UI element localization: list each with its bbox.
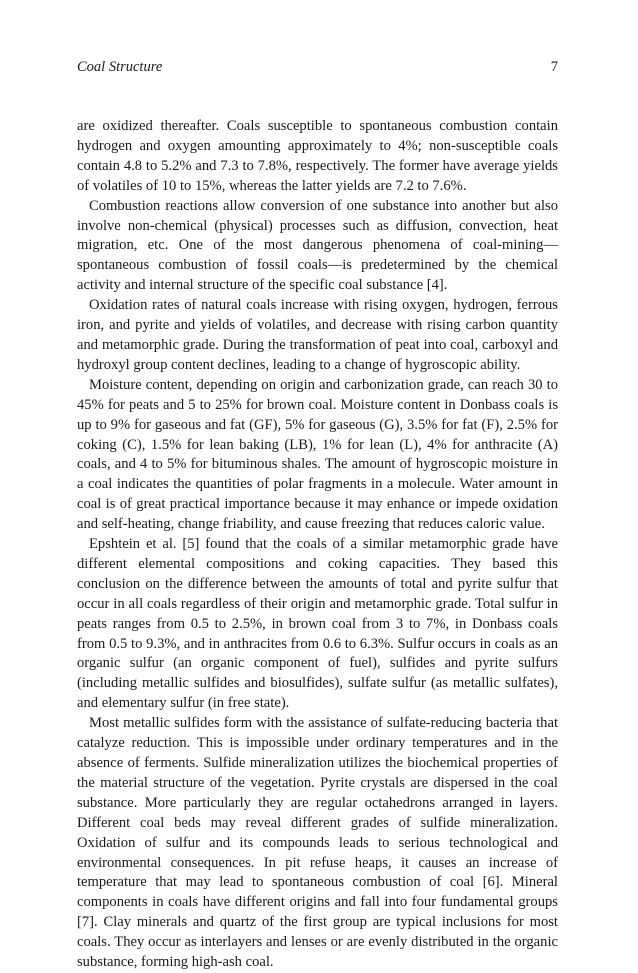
paragraph-moisture-content: Moisture content, depending on origin and carbonization grade, can reach 30 to 45% for peats and 5 to 25% for brown coal. Moisture content in Donbass coals is up to 9% for gaseous and fat (GF), 5% for gaseous (G), 3.5% for fat (F), 2.5% for coking (C), 1.5% for lean baking (LB), 1% for lean (L), 4% for anthracite (A) coals, and 4 to 5% for bituminous shales. The amount of hygroscopic moisture in a coal indicates the quantities of polar fragments in a molecule. Water amount in coal is of great practical importance because it may enhance or impede oxidation and self-heating, change friability, and cause freezing that reduces caloric value. (77, 376, 558, 533)
running-head (77, 57, 558, 77)
body-text (77, 117, 558, 973)
paragraph-oxidation-rates: Oxidation rates of natural coals increase with rising oxygen, hydrogen, ferrous iron, and pyrite and yields of volatiles, and decrease with rising carbon quantity and metamorphic grade. During the transformation of peat into coal, carboxyl and hydroxyl group content declines, leading to a change of hygroscopic ability. (77, 297, 558, 373)
paragraph-metallic-sulfides: Most metallic sulfides form with the assistance of sulfate-reducing bacteria that catalyze reduction. This is impossible under ordinary temperatures and in the absence of ferments. Sulfide mineralization utilizes the biochemical properties of the material structure of the vegetation. Pyrite crystals are dispersed in the coal substance. More particularly they are regular octahedrons arranged in layers. Different coal beds may reveal different grades of sulfide mineralization. Oxidation of sulfur and its compounds leads to serious technological and environmental consequences. In pit refuse heaps, it causes an increase of temperature that may lead to spontaneous combustion of coal [6]. Mineral components in coals have different origins and fall into four fundamental groups [7]. Clay minerals and quartz of the first group are typical inclusions for most coals. They occur as interlayers and lenses or are evenly distributed in the organic substance, forming high-ash coal. (77, 715, 558, 971)
paragraph-continued: are oxidized thereafter. Coals susceptible to spontaneous combustion contain hydrogen and oxygen amounting approximately to 4%; non-susceptible coals contain 4.8 to 5.2% and 7.3 to 7.8%, respectively. The former have average yields of volatiles of 10 to 15%, whereas the latter yields are 7.2 to 7.6%. (77, 118, 558, 194)
paragraph-sulfur-content: Epshtein et al. [5] found that the coals of a similar metamorphic grade have different elemental compositions and coking capacities. They based this conclusion on the difference between the amounts of total and pyrite sulfur that occur in all coals regardless of their origin and metamorphic grade. Total sulfur in peats ranges from 0.5 to 2.5%, in brown coal from 3 to 7%, in Donbass coals from 0.5 to 9.3%, and in anthracites from 0.6 to 6.3%. Sulfur occurs in coals as an organic sulfur (an organic component of fuel), sulfides and pyrite sulfurs (including metallic sulfides and biosulfides), sulfate sulfur (as metallic sulfates), and elementary sulfur (in free state). (77, 536, 558, 712)
paragraph-combustion-reactions: Combustion reactions allow conversion of one substance into another but also involve non-chemical (physical) processes such as diffusion, convection, heat migration, etc. One of the most dangerous phenomena of coal-mining—spontaneous combustion of fossil coals—is predetermined by the chemical activity and internal structure of the specific coal substance [4]. (77, 197, 558, 294)
page-number: 7 (550, 59, 558, 75)
running-title: Coal Structure (77, 59, 163, 75)
